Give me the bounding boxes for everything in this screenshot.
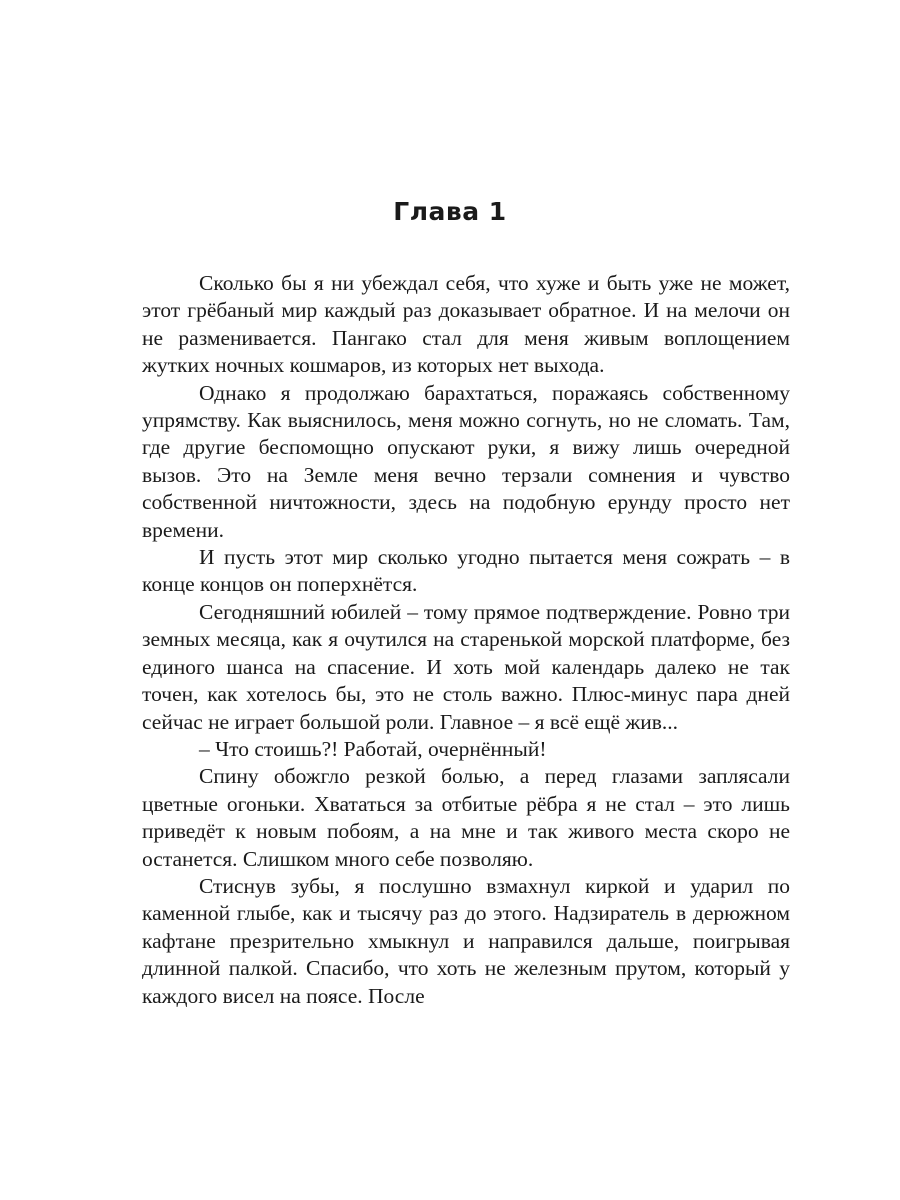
paragraph: Стиснув зубы, я послушно взмахнул киркой и ударил по каменной глыбе, как и тысячу раз до этого. Надзиратель в дерюжном кафтане презрительно хмыкнул и направился дальше, поигрывая длинной палкой. Спасибо, что хоть не железным прутом, который у каждого висел на поясе. После [142,873,790,1008]
paragraph: Спину обожгло резкой болью, а перед глазами заплясали цветные огоньки. Хвататься за отбитые рёбра я не стал – это лишь приведёт к новым побоям, а на мне и так живого места скоро не останется. Слишком много себе позволяю. [142,764,790,871]
paragraph: Однако я продолжаю барахтаться, поражаясь собственному упрямству. Как выяснилось, меня можно согнуть, но не сломать. Там, где другие беспомощно опускают руки, я вижу лишь очередной вызов. Это на Земле меня вечно терзали сомнения и чувство собственной ничтожности, здесь на подобную ерунду просто нет времени. [142,380,790,542]
chapter-body [142,270,790,1010]
dialogue-line: – Что стоишь?! Работай, очернённый! [199,736,547,761]
paragraph: Сегодняшний юбилей – тому прямое подтверждение. Ровно три земных месяца, как я очутился на старенькой морской платформе, без единого шанса на спасение. И хоть мой календарь далеко не так точен, как хотелось бы, это не столь важно. Плюс-минус пара дней сейчас не играет большой роли. Главное – я всё ещё жив... [142,599,790,734]
chapter-title: Глава 1 [393,197,507,226]
paragraph: Сколько бы я ни убеждал себя, что хуже и быть уже не может, этот грёбаный мир каждый раз доказывает обратное. И на мелочи он не разменивается. Пангако стал для меня живым воплощением жутких ночных кошмаров, из которых нет выхода. [142,271,790,378]
paragraph: И пусть этот мир сколько угодно пытается меня сожрать – в конце концов он поперхнётся. [142,545,790,597]
